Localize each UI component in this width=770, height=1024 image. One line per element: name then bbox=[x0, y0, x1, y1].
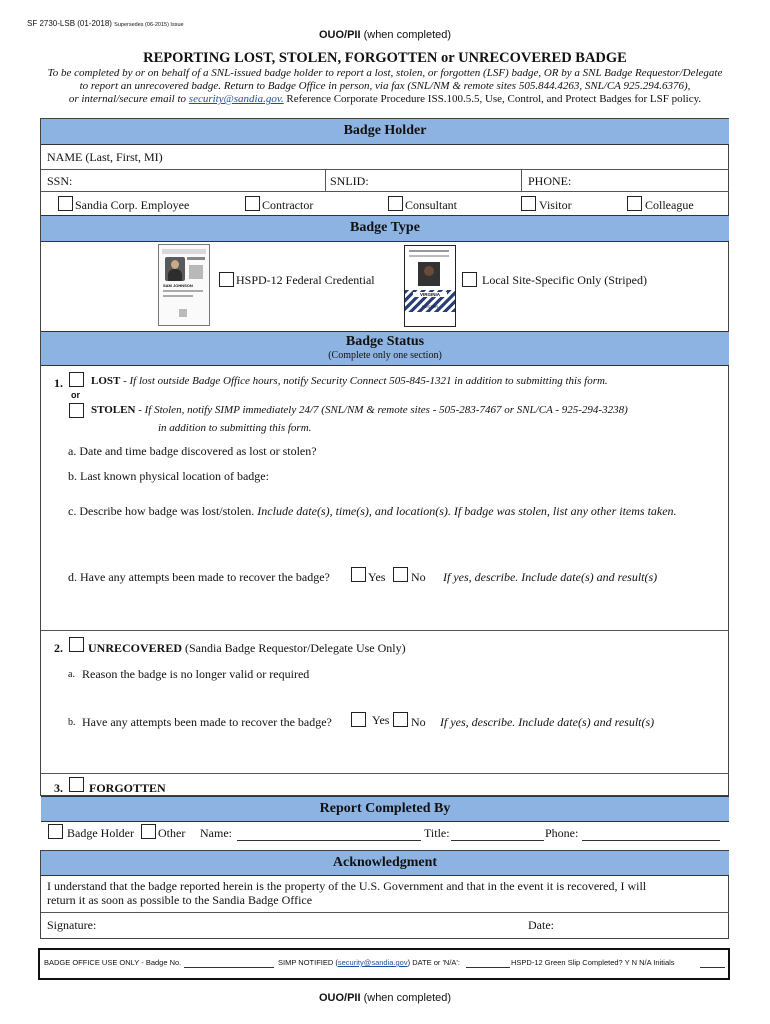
card2-name: VIRGINIA bbox=[413, 292, 447, 297]
form-title: REPORTING LOST, STOLEN, FORGOTTEN or UNRECOVERED BADGE bbox=[143, 50, 627, 66]
lost-line bbox=[91, 375, 608, 387]
office-date-input[interactable] bbox=[466, 967, 510, 968]
contractor-label: Contractor bbox=[262, 198, 314, 212]
question-d-note: If yes, describe. Include date(s) and result(s) bbox=[443, 570, 658, 584]
visitor-label: Visitor bbox=[539, 198, 572, 212]
forgotten-checkbox[interactable] bbox=[69, 777, 84, 792]
card2-photo-face bbox=[424, 266, 434, 276]
card-line bbox=[187, 257, 205, 260]
question-c-text: c. Describe how badge was lost/stolen. bbox=[68, 504, 258, 518]
ack-title: Acknowledgment bbox=[332, 855, 438, 870]
question-b: b. Last known physical location of badge: bbox=[68, 469, 269, 483]
consultant-label: Consultant bbox=[405, 198, 458, 212]
office-use-line bbox=[44, 958, 181, 967]
badge-status-sub: (Complete only one section) bbox=[328, 350, 442, 361]
question-b-input[interactable] bbox=[290, 467, 720, 485]
hspd12-label: HSPD-12 Federal Credential bbox=[236, 273, 375, 287]
intro-line-1: To be completed by or on behalf of a SNL-issued badge holder to report a lost, stolen, or forgotten (LSF) badge, OR by a SNL Badge Requestor/Delegate bbox=[47, 67, 723, 79]
card-chip bbox=[179, 309, 187, 317]
badge-holder-title: Badge Holder bbox=[343, 123, 427, 138]
phone-input[interactable] bbox=[580, 172, 725, 190]
question-d-input[interactable] bbox=[68, 588, 718, 624]
d-no-checkbox[interactable] bbox=[393, 567, 408, 582]
report-name-input[interactable] bbox=[237, 840, 421, 841]
unrec-b-note: If yes, describe. Include date(s) and result(s) bbox=[440, 715, 655, 729]
divider bbox=[41, 169, 729, 170]
phone-label: PHONE: bbox=[528, 174, 572, 188]
ouo-footer bbox=[0, 992, 770, 1004]
report-other-label: Other bbox=[158, 826, 186, 840]
lost-checkbox[interactable] bbox=[69, 372, 84, 387]
badge-holder-header bbox=[41, 119, 729, 145]
card-photo-face bbox=[171, 260, 179, 269]
divider bbox=[41, 191, 729, 192]
report-holder-label: Badge Holder bbox=[67, 826, 134, 840]
colleague-label: Colleague bbox=[645, 198, 694, 212]
report-phone-label: Phone: bbox=[545, 826, 579, 840]
intro-line-3b: Reference Corporate Procedure ISS.100.5.5, Use, Control, and Protect Badges for LSF policy. bbox=[283, 93, 702, 105]
visitor-checkbox[interactable] bbox=[521, 196, 536, 211]
intro-line-3a: or internal/secure email to bbox=[68, 93, 189, 105]
name-input[interactable] bbox=[230, 148, 720, 166]
divider bbox=[325, 169, 326, 191]
ssn-label: SSN: bbox=[47, 174, 73, 188]
contractor-checkbox[interactable] bbox=[245, 196, 260, 211]
unrec-a-input[interactable] bbox=[340, 665, 720, 683]
form-id bbox=[27, 19, 184, 28]
office-badge-label: BADGE OFFICE USE ONLY - Badge No. bbox=[44, 958, 182, 967]
form-id-text: SF 2730-LSB (01-2018) bbox=[27, 19, 112, 28]
section-3-number: 3. bbox=[54, 781, 63, 795]
unrec-b-letter: b. bbox=[68, 717, 76, 728]
office-simp-email[interactable]: security@sandia.gov bbox=[337, 958, 408, 967]
local-badge-label: Local Site-Specific Only (Striped) bbox=[482, 273, 647, 287]
intro-line-3 bbox=[0, 93, 770, 106]
ouo-footer-label: OUO/PII bbox=[318, 992, 361, 1004]
card-seal bbox=[189, 265, 203, 279]
office-simp-line bbox=[278, 958, 460, 967]
section-1-number: 1. bbox=[54, 376, 63, 390]
section-2-number: 2. bbox=[54, 641, 63, 655]
consultant-checkbox[interactable] bbox=[388, 196, 403, 211]
supersedes-text: Supersedes (06-2015) Issue bbox=[114, 22, 184, 28]
stolen-note-1: - If Stolen, notify SIMP immediately 24/7 (SNL/NM & remote sites - 505-283-7467 or SNL/CA - 925-294-3238) bbox=[135, 404, 628, 416]
card2-name2: FOSTER bbox=[421, 304, 439, 309]
security-email-link[interactable]: security@sandia.gov. bbox=[188, 93, 284, 105]
signature-input[interactable] bbox=[105, 914, 505, 934]
hspd12-checkbox[interactable] bbox=[219, 272, 234, 287]
employee-checkbox[interactable] bbox=[58, 196, 73, 211]
date-label: Date: bbox=[528, 918, 554, 932]
ack-text bbox=[47, 879, 646, 907]
d-no-label: No bbox=[411, 570, 426, 584]
ack-header bbox=[41, 851, 729, 876]
colleague-checkbox[interactable] bbox=[627, 196, 642, 211]
d-yes-checkbox[interactable] bbox=[351, 567, 366, 582]
unrec-question-a: Reason the badge is no longer valid or required bbox=[82, 667, 310, 681]
date-input[interactable] bbox=[562, 914, 722, 934]
stolen-line bbox=[91, 404, 628, 416]
stolen-label: STOLEN bbox=[91, 404, 136, 416]
card-line bbox=[409, 250, 449, 252]
report-phone-input[interactable] bbox=[582, 840, 720, 841]
question-c-note: Include date(s), time(s), and location(s). If badge was stolen, list any other items taken. bbox=[257, 504, 677, 518]
ssn-input[interactable] bbox=[80, 172, 320, 190]
question-d: d. Have any attempts been made to recover the badge? bbox=[68, 570, 330, 584]
report-name-label: Name: bbox=[200, 826, 232, 840]
unrec-no-checkbox[interactable] bbox=[393, 712, 408, 727]
ack-text-1: I understand that the badge reported herein is the property of the U.S. Government and that in the event it is recovered, I will bbox=[47, 879, 647, 893]
stolen-checkbox[interactable] bbox=[69, 403, 84, 418]
card-band bbox=[162, 249, 206, 254]
ouo-header bbox=[0, 29, 770, 41]
question-c bbox=[68, 504, 677, 519]
report-title: Report Completed By bbox=[319, 801, 451, 816]
divider bbox=[41, 912, 729, 913]
signature-label: Signature: bbox=[47, 918, 97, 932]
badge-type-title: Badge Type bbox=[350, 220, 420, 235]
report-header bbox=[41, 796, 729, 822]
ouo-footer-suffix: (when completed) bbox=[360, 992, 452, 1004]
card-line bbox=[409, 255, 449, 257]
stolen-note-2: in addition to submitting this form. bbox=[158, 422, 312, 434]
unrecovered-label: UNRECOVERED bbox=[88, 641, 183, 655]
lost-note: - If lost outside Badge Office hours, notify Security Connect 505-845-1321 in addition to submitting this form. bbox=[120, 375, 608, 387]
question-a-input[interactable] bbox=[340, 442, 720, 460]
employee-label: Sandia Corp. Employee bbox=[75, 198, 190, 212]
question-c-input[interactable] bbox=[68, 522, 718, 562]
lost-label: LOST bbox=[91, 375, 121, 387]
office-initials-input[interactable] bbox=[700, 967, 725, 968]
name-label: NAME (Last, First, MI) bbox=[47, 150, 163, 164]
forgotten-label: FORGOTTEN bbox=[89, 781, 166, 795]
card-line bbox=[163, 295, 193, 297]
divider bbox=[41, 773, 729, 774]
ack-text-2: return it as soon as possible to the Sandia Badge Office bbox=[47, 893, 313, 907]
intro-text bbox=[0, 67, 770, 106]
local-card-image bbox=[404, 245, 456, 327]
unrec-yes-label: Yes bbox=[372, 713, 390, 727]
unrec-a-letter: a. bbox=[68, 669, 75, 680]
card-photo bbox=[165, 257, 185, 281]
report-title-label: Title: bbox=[424, 826, 450, 840]
ouo-label: OUO/PII bbox=[318, 29, 361, 41]
ouo-suffix: (when completed) bbox=[360, 29, 452, 41]
hspd12-card-image bbox=[158, 244, 210, 326]
divider bbox=[41, 630, 729, 631]
report-holder-checkbox[interactable] bbox=[48, 824, 63, 839]
badge-status-title: Badge Status bbox=[345, 334, 425, 349]
badge-type-header bbox=[41, 215, 729, 242]
snlid-label: SNLID: bbox=[330, 174, 369, 188]
unrec-yes-checkbox[interactable] bbox=[351, 712, 366, 727]
card-line bbox=[163, 290, 203, 292]
local-badge-checkbox[interactable] bbox=[462, 272, 477, 287]
unrecovered-line bbox=[88, 641, 406, 656]
unrecovered-note: (Sandia Badge Requestor/Delegate Use Only) bbox=[182, 641, 406, 655]
unrecovered-checkbox[interactable] bbox=[69, 637, 84, 652]
card1-name: SAM JOHNSON bbox=[163, 283, 193, 288]
office-badge-input[interactable] bbox=[184, 967, 274, 968]
office-simp-date: ) DATE or 'N/A': bbox=[407, 958, 460, 967]
or-label: or bbox=[71, 390, 80, 400]
intro-line-2: to report an unrecovered badge. Return to Badge Office in person, via fax (SNL/NM & remote sites 505.844.4263, SNL/CA 925.294.6376), bbox=[79, 80, 691, 92]
office-green-slip: HSPD-12 Green Slip Completed? Y N N/A Initials bbox=[511, 958, 675, 967]
badge-status-header bbox=[41, 331, 729, 366]
card2-photo bbox=[418, 262, 440, 286]
question-a: a. Date and time badge discovered as lost or stolen? bbox=[68, 444, 317, 458]
report-title-input[interactable] bbox=[451, 840, 544, 841]
card-photo-body bbox=[168, 269, 182, 281]
office-simp-label: SIMP NOTIFIED ( bbox=[278, 958, 338, 967]
unrec-b-input[interactable] bbox=[82, 733, 718, 767]
snlid-input[interactable] bbox=[375, 172, 515, 190]
divider bbox=[521, 169, 522, 191]
report-other-checkbox[interactable] bbox=[141, 824, 156, 839]
unrec-no-label: No bbox=[411, 715, 426, 729]
d-yes-label: Yes bbox=[368, 570, 386, 584]
unrec-question-b: Have any attempts been made to recover the badge? bbox=[82, 715, 332, 729]
